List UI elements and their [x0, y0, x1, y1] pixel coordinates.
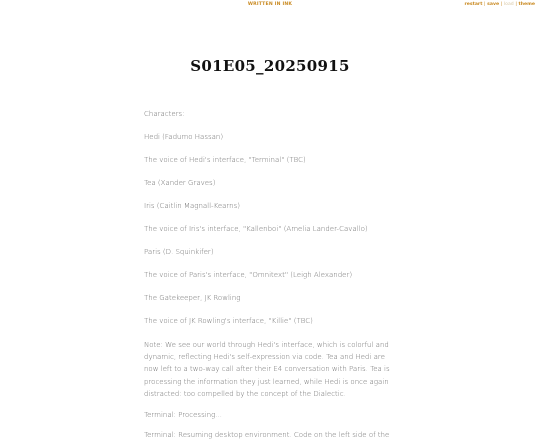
- story-paragraph: The voice of JK Rowling's interface, "Killie" (TBC): [144, 317, 313, 325]
- menu-separator: |: [500, 2, 503, 7]
- save-button[interactable]: save: [487, 2, 500, 7]
- restart-button[interactable]: restart: [464, 2, 483, 7]
- story-title: S01E05_20250915: [190, 57, 350, 75]
- menu-separator: |: [515, 2, 517, 7]
- story-paragraph: The voice of Hedi's interface, "Terminal" (TBC): [144, 156, 306, 164]
- story-paragraph: The voice of Iris's interface, "Kallenboi" (Amelia Lander-Cavallo): [144, 225, 368, 233]
- game-menu: [465, 2, 535, 7]
- story-paragraph: The voice of Paris's interface, "Omnitext" (Leigh Alexander): [144, 271, 353, 279]
- story-paragraph: Iris (Caitlin Magnall-Kearns): [144, 202, 240, 210]
- story-paragraph: Paris (D. Squinkifer): [144, 248, 214, 256]
- story-paragraph: Terminal: Processing...: [144, 411, 222, 420]
- brand-title: WRITTEN IN INK: [247, 2, 293, 7]
- story-text: [144, 109, 398, 440]
- story-note: Note: We see our world through Hedi's interface, which is colorful and dynamic, reflecting Hedi's self-expression via code. Tea and Hedi are now left to a two-way call after their E4 conversation with Paris. Tea is processing the information they just learned, while Hedi is once again distracted: too compelled by the concept of the Dialectic.: [144, 341, 390, 398]
- story-paragraph: Terminal: Resuming desktop environment. Code on the left side of the: [144, 431, 390, 440]
- story-paragraph: Tea (Xander Graves): [144, 179, 216, 187]
- story-paragraph: The Gatekeeper, JK Rowling: [144, 294, 241, 302]
- top-bar: [0, 0, 540, 12]
- menu-separator: |: [484, 2, 486, 7]
- theme-button[interactable]: theme: [518, 2, 535, 7]
- story-paragraph: Hedi (Fadumo Hassan): [144, 133, 224, 141]
- story-paragraph: Characters:: [144, 110, 185, 118]
- load-button[interactable]: load: [503, 2, 514, 7]
